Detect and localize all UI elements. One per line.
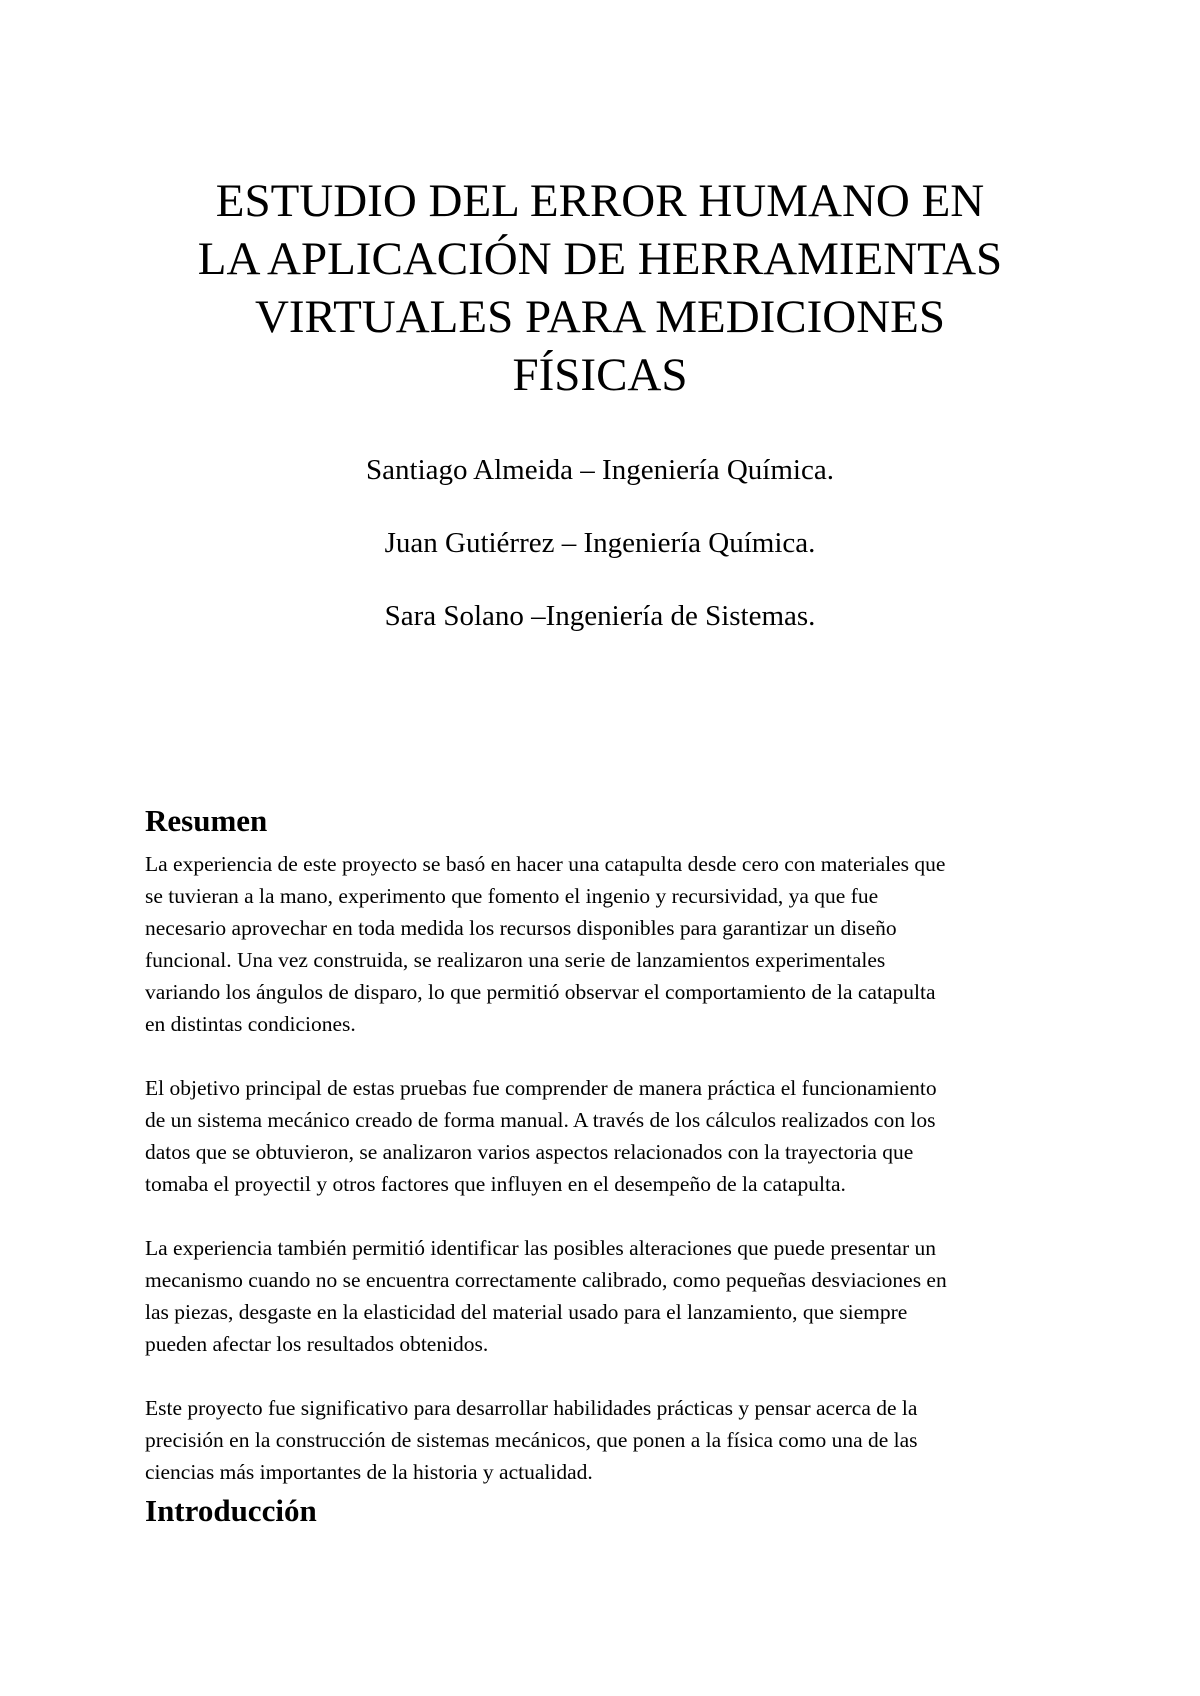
text-line: precisión en la construcción de sistemas mecánicos, que ponen a la física como una de las <box>145 1428 918 1452</box>
text-line: funcional. Una vez construida, se realizaron una serie de lanzamientos experimentales <box>145 948 886 972</box>
author-line: Juan Gutiérrez – Ingeniería Química. <box>384 527 816 559</box>
text-line: mecanismo cuando no se encuentra correctamente calibrado, como pequeñas desviaciones en <box>145 1268 947 1292</box>
text-line: tomaba el proyectil y otros factores que influyen en el desempeño de la catapulta. <box>145 1172 846 1196</box>
text-line: La experiencia de este proyecto se basó en hacer una catapulta desde cero con materiales que <box>145 852 946 876</box>
text-line: variando los ángulos de disparo, lo que permitió observar el comportamiento de la catapulta <box>145 980 936 1004</box>
text-line: ciencias más importantes de la historia y actualidad. <box>145 1460 593 1484</box>
text-line: El objetivo principal de estas pruebas fue comprender de manera práctica el funcionamiento <box>145 1076 937 1100</box>
text-line: La experiencia también permitió identificar las posibles alteraciones que puede presentar un <box>145 1236 936 1260</box>
text-line: datos que se obtuvieron, se analizaron varios aspectos relacionados con la trayectoria que <box>145 1140 914 1164</box>
title-line: VIRTUALES PARA MEDICIONES <box>254 291 946 343</box>
text-line: necesario aprovechar en toda medida los recursos disponibles para garantizar un diseño <box>145 916 897 940</box>
title-line: LA APLICACIÓN DE HERRAMIENTAS <box>197 233 1003 285</box>
title-line: ESTUDIO DEL ERROR HUMANO EN <box>215 175 985 227</box>
section-heading-resumen: Resumen <box>145 803 268 838</box>
abstract-paragraph <box>145 1232 1065 1360</box>
abstract-body <box>145 848 1065 1488</box>
text-line: Este proyecto fue significativo para desarrollar habilidades prácticas y pensar acerca de la <box>145 1396 918 1420</box>
author-list <box>120 452 1080 671</box>
text-line: en distintas condiciones. <box>145 1012 356 1036</box>
author-line: Sara Solano –Ingeniería de Sistemas. <box>384 600 816 632</box>
text-line: pueden afectar los resultados obtenidos. <box>145 1332 489 1356</box>
abstract-paragraph <box>145 1392 1065 1488</box>
section-heading-introduccion: Introducción <box>145 1493 317 1528</box>
author-line: Santiago Almeida – Ingeniería Química. <box>366 454 834 486</box>
paper-title <box>120 172 1080 404</box>
abstract-paragraph <box>145 848 1065 1040</box>
abstract-paragraph <box>145 1072 1065 1200</box>
text-line: se tuvieran a la mano, experimento que fomento el ingenio y recursividad, ya que fue <box>145 884 879 908</box>
text-line: de un sistema mecánico creado de forma manual. A través de los cálculos realizados con los <box>145 1108 936 1132</box>
text-line: las piezas, desgaste en la elasticidad del material usado para el lanzamiento, que siempre <box>145 1300 908 1324</box>
title-line: FÍSICAS <box>512 349 688 401</box>
